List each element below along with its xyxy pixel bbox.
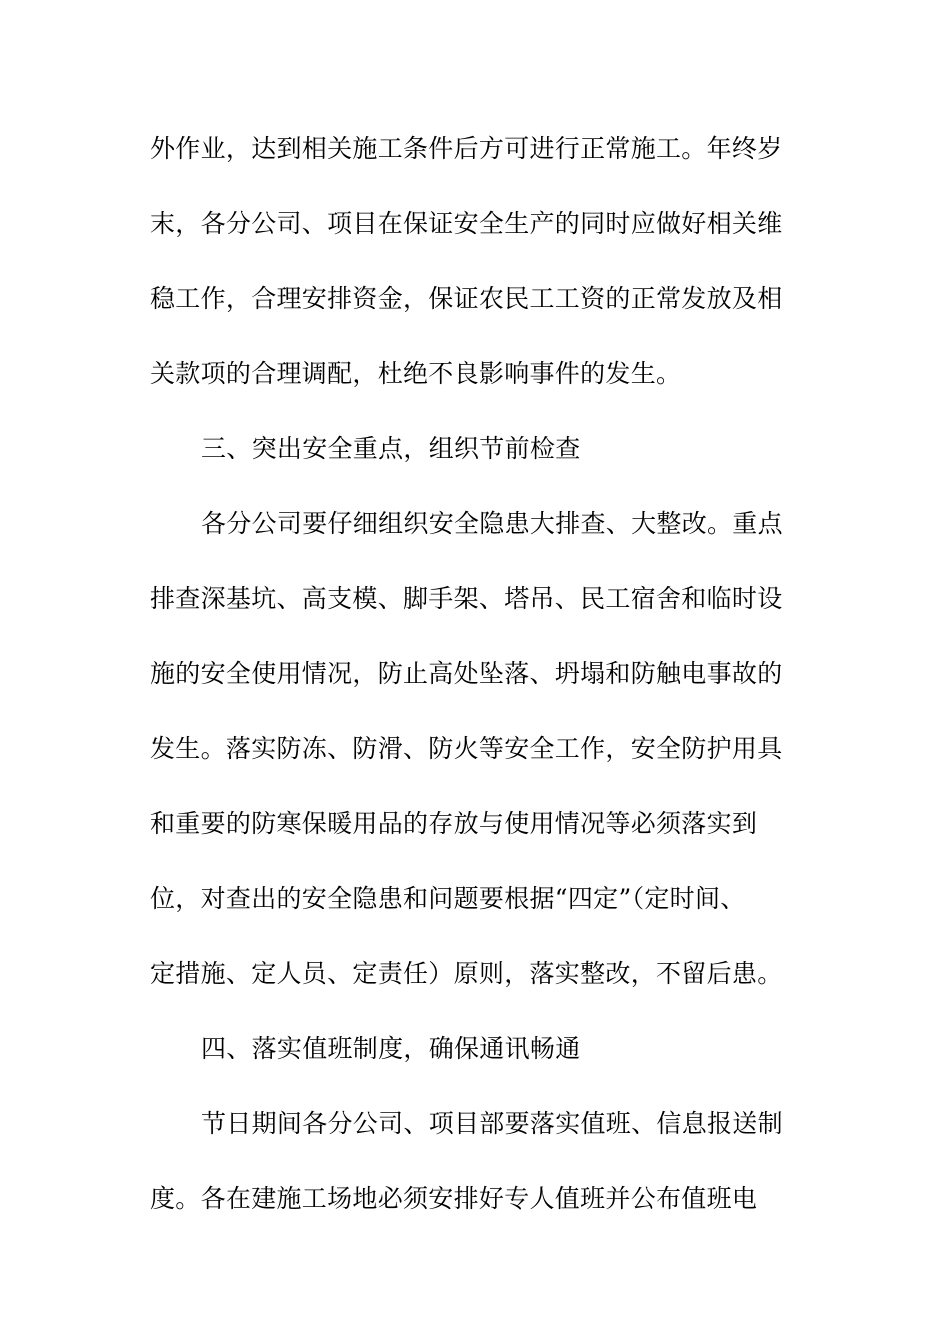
paragraph-line: 施的安全使用情况，防止高处坠落、坍塌和防触电事故的 <box>150 659 783 688</box>
paragraph-line: 外作业，达到相关施工条件后方可进行正常施工。年终岁 <box>150 134 783 163</box>
paragraph-line: 发生。落实防冻、防滑、防火等安全工作，安全防护用具 <box>150 734 783 763</box>
paragraph-line: 和重要的防寒保暖用品的存放与使用情况等必须落实到 <box>150 809 758 838</box>
paragraph-line: 排查深基坑、高支模、脚手架、塔吊、民工宿舍和临时设 <box>150 584 783 613</box>
paragraph-line: 关款项的合理调配，杜绝不良影响事件的发生。 <box>150 359 682 388</box>
section-heading: 三、突出安全重点，组织节前检查 <box>201 434 581 463</box>
paragraph-line: 节日期间各分公司、项目部要落实值班、信息报送制 <box>201 1109 783 1138</box>
paragraph-line: 各分公司要仔细组织安全隐患大排查、大整改。重点 <box>201 509 783 538</box>
paragraph-line: 定措施、定人员、定责任）原则，落实整改，不留后患。 <box>150 959 783 988</box>
paragraph-line: 度。各在建施工场地必须安排好专人值班并公布值班电 <box>150 1184 758 1213</box>
paragraph-line: 稳工作，合理安排资金，保证农民工工资的正常发放及相 <box>150 284 783 313</box>
paragraph-line: 位，对查出的安全隐患和问题要根据“四定”（定时间、 <box>150 884 746 913</box>
section-heading: 四、落实值班制度，确保通讯畅通 <box>201 1034 581 1063</box>
paragraph-line: 末，各分公司、项目在保证安全生产的同时应做好相关维 <box>150 209 783 238</box>
